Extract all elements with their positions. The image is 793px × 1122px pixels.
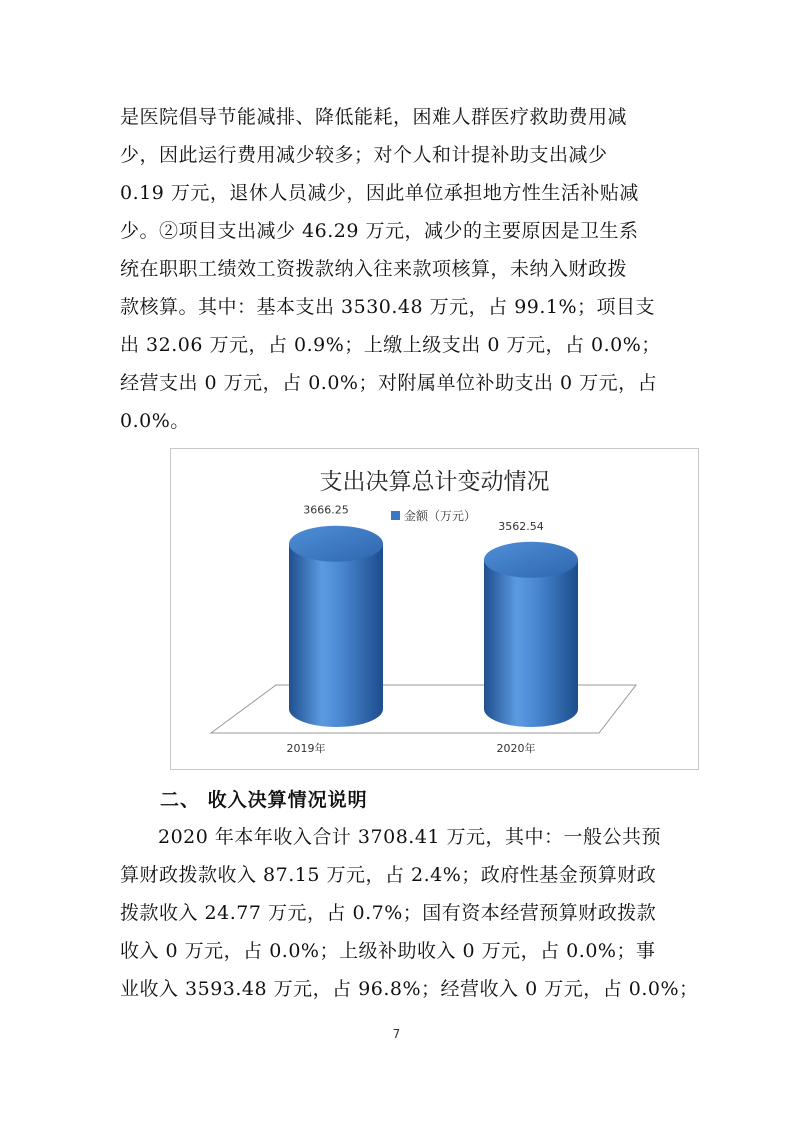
cylinder-bar <box>289 526 383 727</box>
text-line: 算财政拨款收入 87.15 万元，占 2.4%；政府性基金预算财政 <box>120 864 657 886</box>
text-line: 出 32.06 万元，占 0.9%；上缴上级支出 0 万元，占 0.0%； <box>120 334 661 356</box>
text-line: 0.19 万元，退休人员减少，因此单位承担地方性生活补贴减 <box>120 182 639 204</box>
expenditure-chart <box>170 448 699 770</box>
data-label: 3666.25 <box>303 503 349 517</box>
text-line: 2020 年本年收入合计 3708.41 万元，其中：一般公共预 <box>158 826 662 848</box>
text-line: 业收入 3593.48 万元，占 96.8%；经营收入 0 万元，占 0.0%； <box>120 978 699 1000</box>
cylinder-body <box>289 544 383 727</box>
cylinder-bar <box>484 542 578 727</box>
section-heading: 二、 收入决算情况说明 <box>160 789 368 811</box>
text-line: 是医院倡导节能减排、降低能耗，困难人群医疗救助费用减 <box>120 106 628 128</box>
data-label: 3562.54 <box>498 519 544 533</box>
text-line: 款核算。其中：基本支出 3530.48 万元，占 99.1%；项目支 <box>120 296 656 318</box>
chart-plot <box>171 449 698 769</box>
text-line: 少，因此运行费用减少较多；对个人和计提补助支出减少 <box>120 144 608 166</box>
page-number: 7 <box>392 1027 401 1041</box>
legend-label: 金额（万元） <box>404 509 477 523</box>
chart-title: 支出决算总计变动情况 <box>319 469 550 495</box>
category-label: 2020年 <box>496 742 536 755</box>
text-line: 拨款收入 24.77 万元，占 0.7%；国有资本经营预算财政拨款 <box>120 902 657 924</box>
text-line: 经营支出 0 万元，占 0.0%；对附属单位补助支出 0 万元，占 <box>120 372 658 394</box>
cylinder-top <box>289 526 383 562</box>
category-label: 2019年 <box>286 742 326 755</box>
text-line: 0.0%。 <box>120 410 190 432</box>
body-paragraph-bottom <box>120 818 699 1008</box>
cylinder-body <box>484 560 578 727</box>
cylinder-top <box>484 542 578 578</box>
text-line: 收入 0 万元，占 0.0%；上级补助收入 0 万元，占 0.0%；事 <box>120 940 656 962</box>
text-line: 少。②项目支出减少 46.29 万元，减少的主要原因是卫生系 <box>120 220 639 242</box>
body-paragraph-top <box>120 98 680 440</box>
text-line: 统在职职工绩效工资拨款纳入往来款项核算，未纳入财政拨 <box>120 258 628 280</box>
